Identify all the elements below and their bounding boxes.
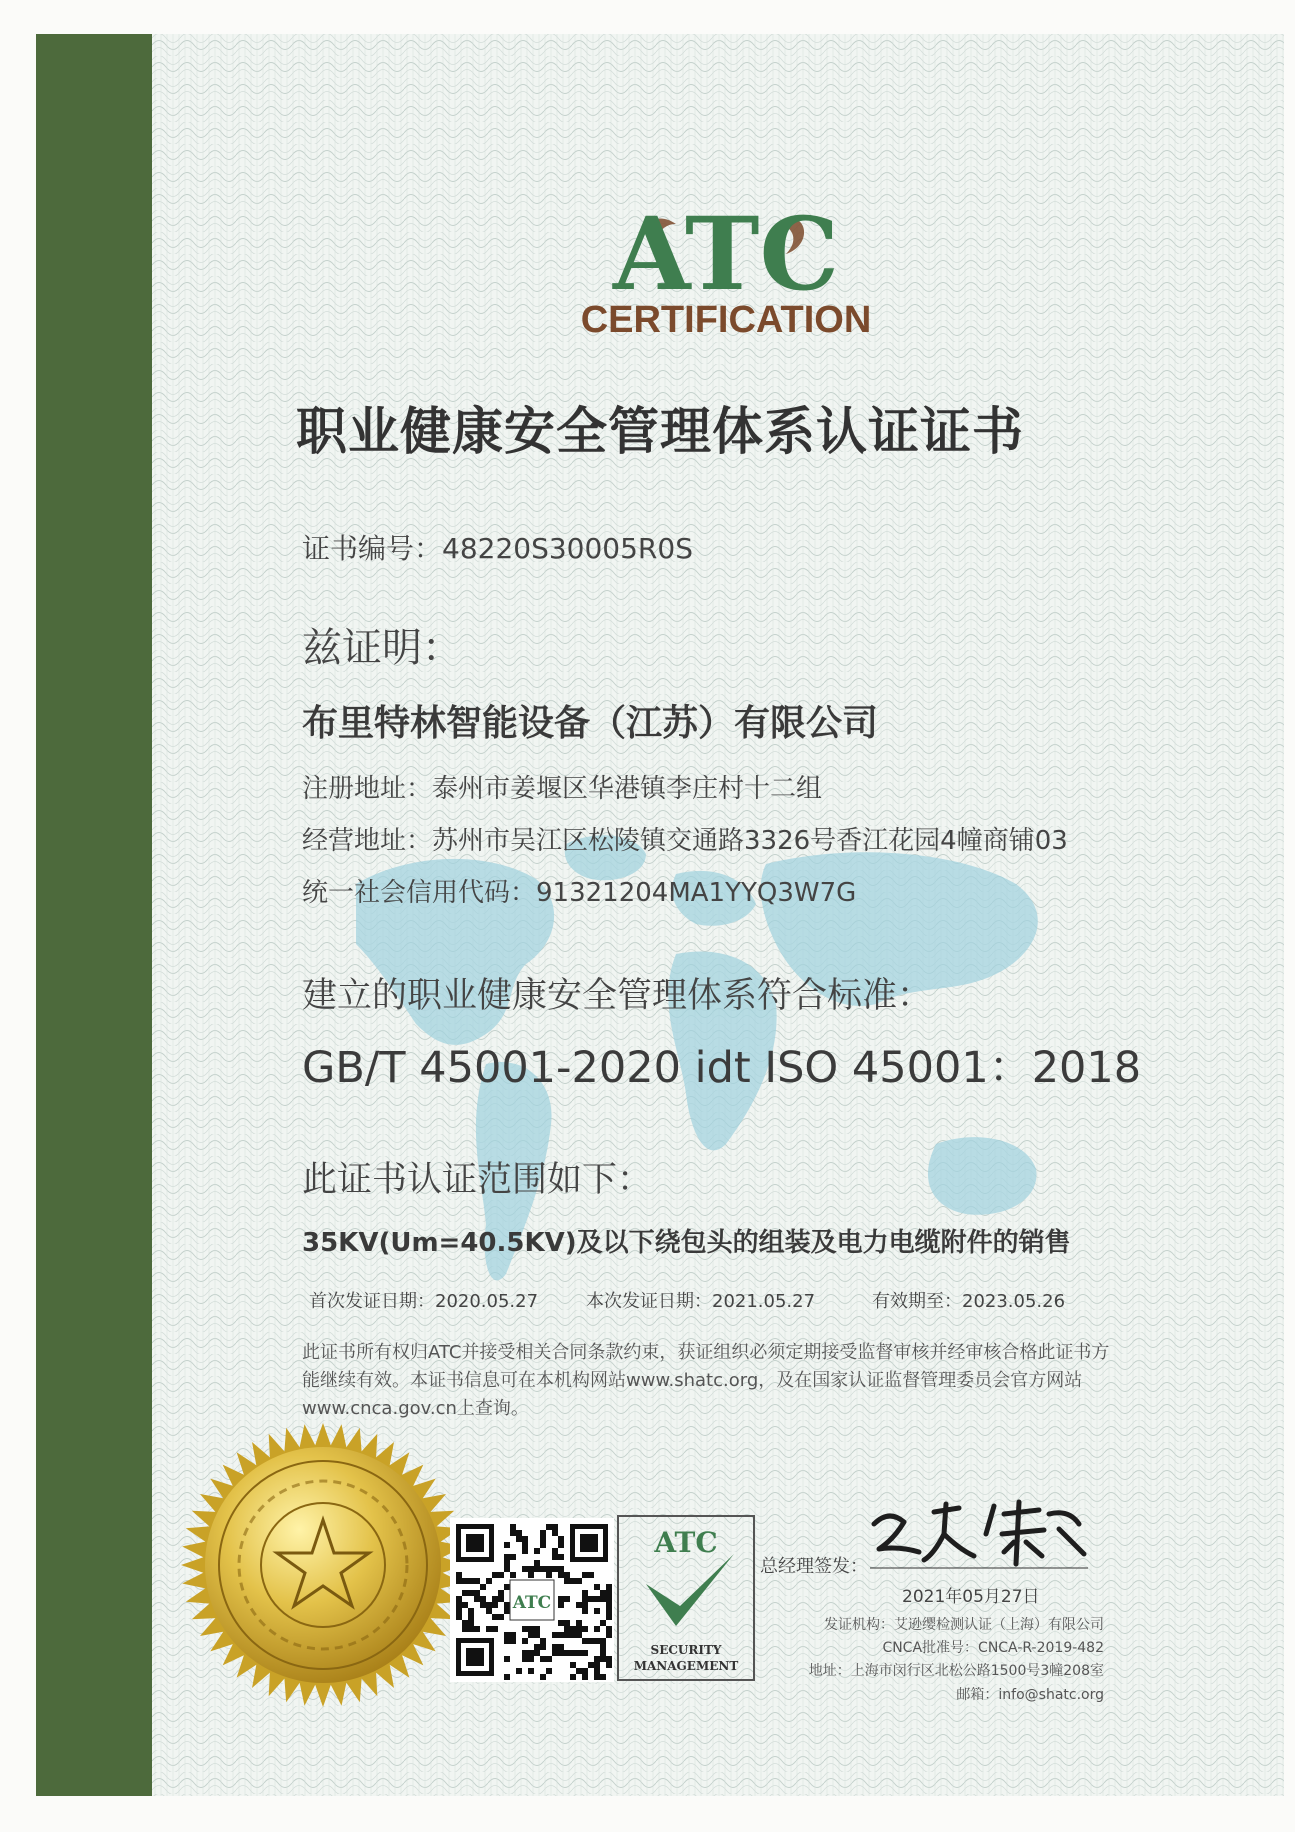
logo-subtitle: CERTIFICATION	[580, 299, 872, 341]
standard-code: GB/T 45001-2020 idt ISO 45001：2018	[302, 1043, 1142, 1093]
security-mark-line2: MANAGEMENT	[633, 1659, 739, 1673]
issuer-address: 地址：上海市闵行区北松公路1500号3幢208室	[808, 1663, 1104, 1679]
issuer-organization: 发证机构：艾逊缨检测认证（上海）有限公司	[824, 1617, 1104, 1633]
map-australia	[928, 1137, 1037, 1215]
registered-address: 注册地址：泰州市姜堰区华港镇李庄村十二组	[302, 774, 823, 804]
logo-letters: ATC	[612, 195, 840, 313]
certificate-number: 证书编号：48220S30005R0S	[302, 532, 693, 565]
handwritten-signature	[864, 1494, 1094, 1574]
valid-until-date: 有效期至：2023.05.26	[872, 1291, 1066, 1312]
scope-heading: 此证书认证范围如下：	[302, 1160, 653, 1200]
current-issue-date: 本次发证日期：2021.05.27	[586, 1291, 816, 1312]
security-mark-letters: ATC	[654, 1526, 718, 1559]
operating-address: 经营地址：苏州市吴江区松陵镇交通路3326号香江花园4幢商铺03	[302, 826, 1068, 856]
signature-date: 2021年05月27日	[902, 1587, 1040, 1607]
ownership-notice: 此证书所有权归ATC并接受相关合同条款约束，获证组织必须定期接受监督审核并经审核合格此证书方能继续有效。本证书信息可在本机构网站www.shatc.org，及在国家认证监督管理委员会官方网站www.cnca.gov.cn上查询。	[302, 1342, 1110, 1419]
left-color-band	[36, 34, 152, 1796]
atc-certification-logo	[526, 184, 926, 344]
signature-label: 总经理签发：	[760, 1556, 868, 1577]
certificate-title: 职业健康安全管理体系认证证书	[295, 403, 1024, 462]
security-management-mark	[616, 1514, 756, 1682]
hereby-certify: 兹证明：	[302, 625, 462, 671]
issuer-email[interactable]: 邮箱：info@shatc.org	[956, 1687, 1104, 1703]
company-name: 布里特林智能设备（江苏）有限公司	[302, 703, 879, 744]
qr-center-logo: ATC	[512, 1593, 552, 1613]
certificate	[36, 34, 1284, 1796]
standard-heading: 建立的职业健康安全管理体系符合标准：	[302, 976, 933, 1016]
scope-text: 35KV(Um=40.5KV)及以下绕包头的组装及电力电缆附件的销售	[302, 1228, 1071, 1258]
gold-seal-stamp	[178, 1420, 468, 1710]
checkmark-icon	[646, 1554, 734, 1626]
security-mark-line1: SECURITY	[650, 1643, 722, 1657]
qr-code[interactable]	[450, 1518, 614, 1682]
first-issue-date: 首次发证日期：2020.05.27	[309, 1291, 539, 1312]
cnca-approval-number: CNCA批准号：CNCA-R-2019-482	[882, 1640, 1104, 1656]
credit-code: 统一社会信用代码：91321204MA1YYQ3W7G	[302, 878, 857, 908]
